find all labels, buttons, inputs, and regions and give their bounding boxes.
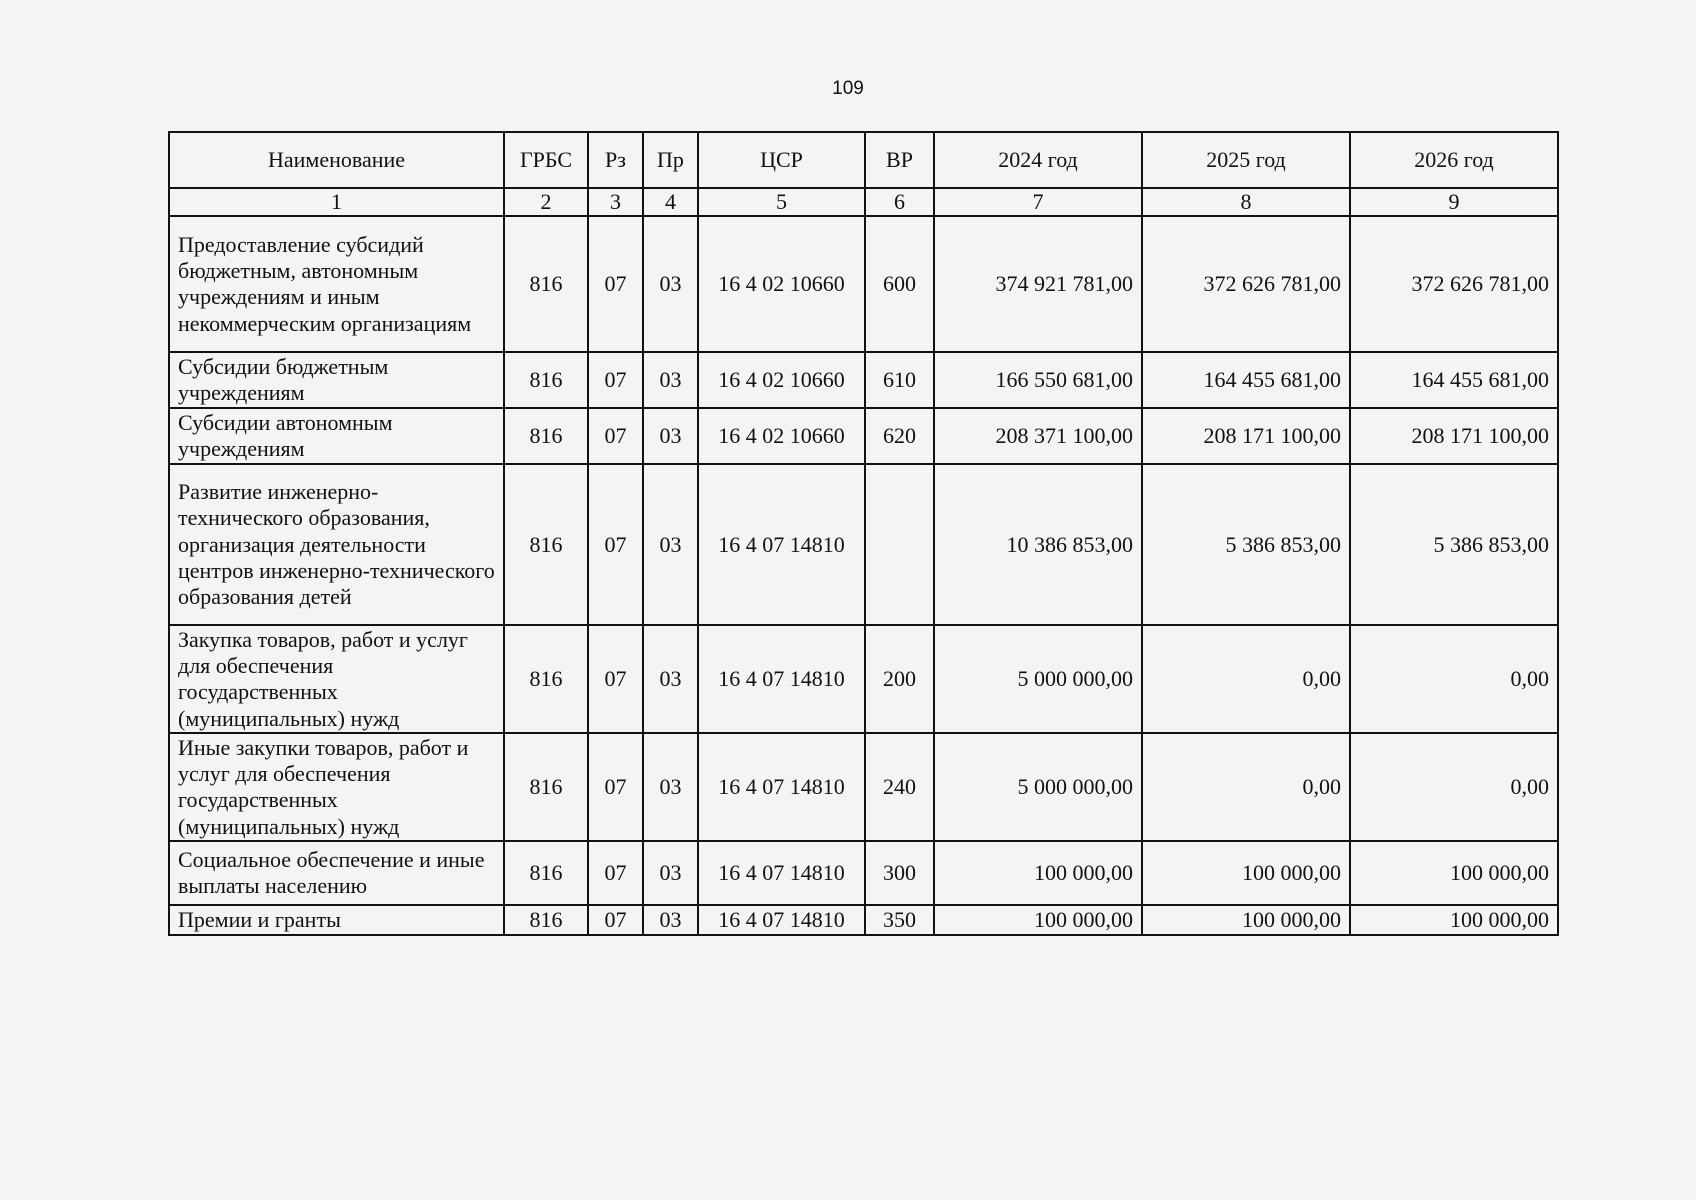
column-number: 7 (934, 188, 1142, 216)
header-2025: 2025 год (1142, 132, 1350, 188)
row-grbs: 816 (504, 625, 588, 733)
table-body (169, 216, 1558, 935)
column-number: 6 (865, 188, 934, 216)
header-row (169, 132, 1558, 188)
column-number: 1 (169, 188, 504, 216)
header-rz: Рз (588, 132, 643, 188)
row-rz: 07 (588, 905, 643, 935)
row-pr: 03 (643, 464, 698, 625)
header-name: Наименование (169, 132, 504, 188)
row-pr: 03 (643, 905, 698, 935)
row-vr: 240 (865, 733, 934, 841)
row-name: Премии и гранты (169, 905, 504, 935)
row-vr: 200 (865, 625, 934, 733)
row-vr (865, 464, 934, 625)
table-row (169, 408, 1558, 464)
row-2025: 0,00 (1142, 733, 1350, 841)
row-2024: 5 000 000,00 (934, 625, 1142, 733)
row-2024: 5 000 000,00 (934, 733, 1142, 841)
row-rz: 07 (588, 216, 643, 352)
row-grbs: 816 (504, 841, 588, 905)
row-csr: 16 4 07 14810 (698, 625, 865, 733)
row-name: Социальное обеспечение и иные выплаты населению (169, 841, 504, 905)
row-pr: 03 (643, 841, 698, 905)
row-name: Закупка товаров, работ и услуг для обеспечения государственных (муниципальных) нужд (169, 625, 504, 733)
header-grbs: ГРБС (504, 132, 588, 188)
column-number: 3 (588, 188, 643, 216)
row-2024: 166 550 681,00 (934, 352, 1142, 408)
row-2025: 100 000,00 (1142, 841, 1350, 905)
table-row (169, 841, 1558, 905)
row-csr: 16 4 02 10660 (698, 352, 865, 408)
row-pr: 03 (643, 216, 698, 352)
row-2024: 100 000,00 (934, 905, 1142, 935)
row-csr: 16 4 02 10660 (698, 216, 865, 352)
row-2025: 372 626 781,00 (1142, 216, 1350, 352)
column-number: 9 (1350, 188, 1558, 216)
row-2025: 0,00 (1142, 625, 1350, 733)
row-grbs: 816 (504, 216, 588, 352)
column-number: 4 (643, 188, 698, 216)
row-2024: 208 371 100,00 (934, 408, 1142, 464)
row-name: Субсидии автономным учреждениям (169, 408, 504, 464)
header-2024: 2024 год (934, 132, 1142, 188)
table-header (169, 132, 1558, 216)
row-csr: 16 4 07 14810 (698, 841, 865, 905)
row-vr: 620 (865, 408, 934, 464)
column-number: 2 (504, 188, 588, 216)
row-name: Развитие инженерно-технического образования, организация деятельности центров инженерно-технического образования детей (169, 464, 504, 625)
row-2026: 208 171 100,00 (1350, 408, 1558, 464)
row-rz: 07 (588, 408, 643, 464)
row-vr: 600 (865, 216, 934, 352)
header-2026: 2026 год (1350, 132, 1558, 188)
page-number: 109 (832, 78, 864, 99)
row-pr: 03 (643, 408, 698, 464)
row-2026: 372 626 781,00 (1350, 216, 1558, 352)
row-2026: 164 455 681,00 (1350, 352, 1558, 408)
row-2025: 164 455 681,00 (1142, 352, 1350, 408)
row-csr: 16 4 02 10660 (698, 408, 865, 464)
table-row (169, 625, 1558, 733)
row-2026: 0,00 (1350, 733, 1558, 841)
row-2025: 100 000,00 (1142, 905, 1350, 935)
row-pr: 03 (643, 352, 698, 408)
column-number: 8 (1142, 188, 1350, 216)
row-rz: 07 (588, 464, 643, 625)
row-rz: 07 (588, 352, 643, 408)
row-rz: 07 (588, 841, 643, 905)
row-name: Предоставление субсидий бюджетным, автономным учреждениям и иным некоммерческим организациям (169, 216, 504, 352)
row-grbs: 816 (504, 408, 588, 464)
table-row (169, 464, 1558, 625)
row-2025: 208 171 100,00 (1142, 408, 1350, 464)
row-vr: 610 (865, 352, 934, 408)
column-number-row (169, 188, 1558, 216)
row-2026: 100 000,00 (1350, 841, 1558, 905)
row-grbs: 816 (504, 464, 588, 625)
row-csr: 16 4 07 14810 (698, 905, 865, 935)
table-row (169, 352, 1558, 408)
row-2026: 0,00 (1350, 625, 1558, 733)
table-row (169, 216, 1558, 352)
table-row (169, 905, 1558, 935)
row-name: Иные закупки товаров, работ и услуг для обеспечения государственных (муниципальных) нужд (169, 733, 504, 841)
row-2024: 100 000,00 (934, 841, 1142, 905)
column-number: 5 (698, 188, 865, 216)
row-name: Субсидии бюджетным учреждениям (169, 352, 504, 408)
row-csr: 16 4 07 14810 (698, 733, 865, 841)
row-2024: 10 386 853,00 (934, 464, 1142, 625)
row-2024: 374 921 781,00 (934, 216, 1142, 352)
header-csr: ЦСР (698, 132, 865, 188)
row-csr: 16 4 07 14810 (698, 464, 865, 625)
header-vr: ВР (865, 132, 934, 188)
row-rz: 07 (588, 733, 643, 841)
row-grbs: 816 (504, 905, 588, 935)
header-pr: Пр (643, 132, 698, 188)
row-2025: 5 386 853,00 (1142, 464, 1350, 625)
row-grbs: 816 (504, 352, 588, 408)
row-2026: 5 386 853,00 (1350, 464, 1558, 625)
row-2026: 100 000,00 (1350, 905, 1558, 935)
row-vr: 350 (865, 905, 934, 935)
row-pr: 03 (643, 625, 698, 733)
row-rz: 07 (588, 625, 643, 733)
table-row (169, 733, 1558, 841)
budget-table (168, 131, 1559, 936)
row-grbs: 816 (504, 733, 588, 841)
row-vr: 300 (865, 841, 934, 905)
row-pr: 03 (643, 733, 698, 841)
